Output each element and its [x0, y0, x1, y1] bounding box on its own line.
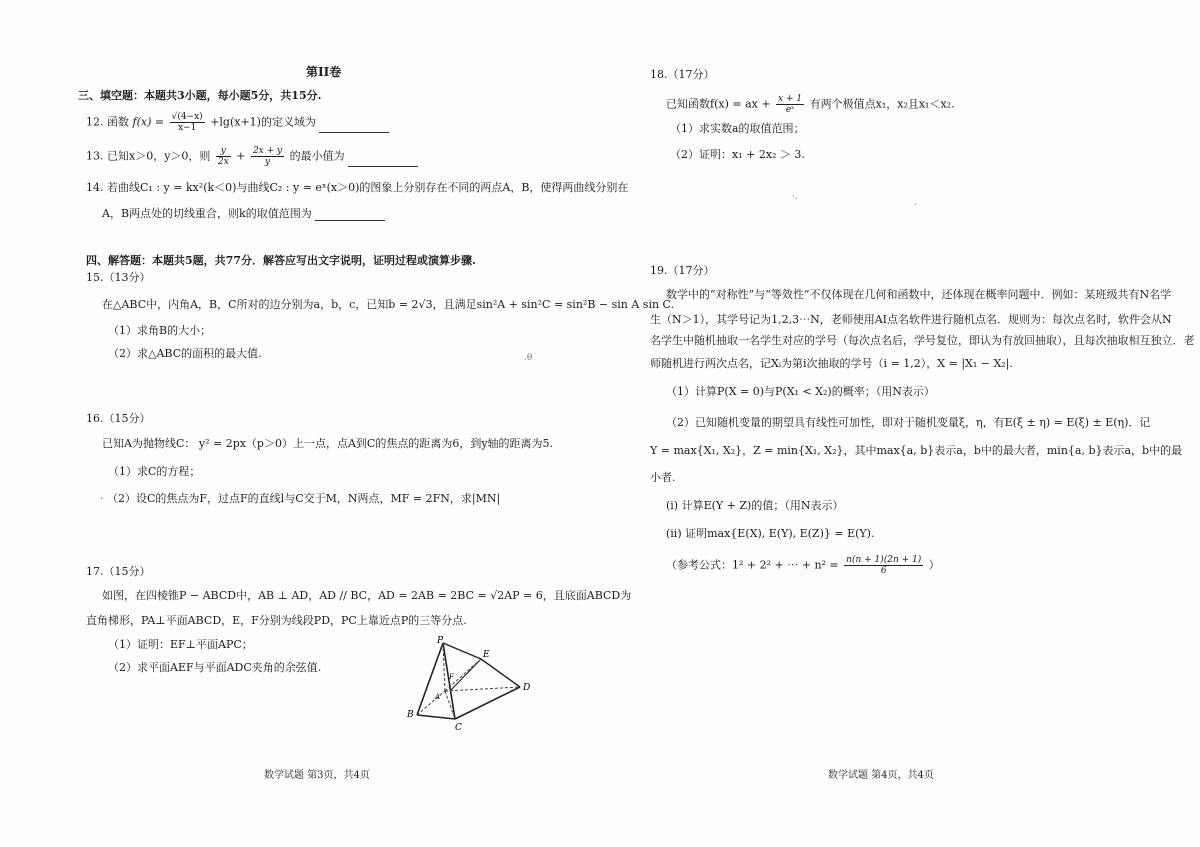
q12-num: 12. — [86, 115, 104, 129]
q13-num: 13. — [86, 149, 104, 163]
edge-AD — [445, 687, 520, 691]
edge-BC — [417, 715, 455, 719]
q19-line-1: 数学中的“对称性”与“等效性”不仅体现在几何和函数中，还体现在概率问题中．例如：某班级共有N名学 — [666, 288, 1172, 301]
right-page-footer: 数学试题 第4页，共4页 — [828, 770, 934, 781]
q13-frac1-num: y — [216, 146, 231, 157]
scan-dot-mark: · — [100, 492, 107, 505]
q13-prefix: 已知x＞0，y＞0，则 — [107, 149, 211, 163]
q18-stem-rest: 有两个极值点x₁，x₂且x₁＜x₂. — [809, 97, 955, 111]
q13-frac2-den: y — [264, 157, 271, 167]
q14-answer-blank — [315, 210, 385, 221]
q17-part-1: （1）证明：EF⊥平面APC； — [108, 638, 253, 651]
q19-ref-prefix: （参考公式：1² + 2² + ⋯ + n² = — [666, 558, 839, 572]
q18-part-2: （2）证明：x₁ + 2x₂ ＞ 3. — [670, 148, 805, 161]
q12-rest: +lg(x+1)的定义域为 — [210, 115, 316, 129]
q12-frac-num: √(4−x) — [171, 112, 203, 122]
q17-line-2: 直角梯形，PA⊥平面ABCD，E，F分别为线段PD，PC上靠近点P的三等分点. — [86, 614, 467, 627]
q19-line-2: 生（N＞1），其学号记为1,2,3⋯N，老师使用AI点名软件进行随机点名．规则为：每次点名时，软件会从N — [650, 313, 1172, 326]
q16-title: 16.（15分） — [86, 412, 151, 425]
edge-CD — [455, 687, 520, 719]
scan-speck-1: ·. — [792, 192, 798, 202]
label-E: E — [483, 650, 490, 660]
q15-part-1: （1）求角B的大小； — [108, 324, 212, 337]
q14-line-2-text: A，B两点处的切线重合，则k的取值范围为 — [102, 207, 312, 220]
solve-header: 四、解答题：本题共5题，共77分．解答应写出文字说明，证明过程或演算步骤. — [86, 254, 476, 267]
q19-ref-num: n(n + 1)(2n + 1) — [846, 555, 922, 565]
question-12 — [86, 112, 389, 133]
label-B: B — [407, 710, 414, 720]
q19-sub-ii: (ii) 证明max{E(X), E(Y), E(Z)} = E(Y). — [666, 527, 875, 540]
label-P: P — [437, 636, 444, 646]
edge-PC — [443, 643, 455, 719]
q13-frac2-num: 2x + y — [252, 146, 283, 156]
q19-line-3: 名学生中随机抽取一名学生对应的学号（每次点名后，学号复位，即认为有放回抽取），且每次抽取相互独立．老 — [650, 334, 1195, 347]
scan-smudge-mark: .θ — [524, 353, 533, 363]
q12-answer-blank — [319, 122, 389, 133]
q12-frac-den: x−1 — [177, 123, 197, 133]
q15-part-2: （2）求△ABC的面积的最大值. — [108, 347, 262, 360]
q19-part-2-line-2: Y = max{X₁, X₂}，Z = min{X₁, X₂}，其中max{a, b}表示a，b中的最大者，min{a, b}表示a，b中的最 — [650, 444, 1183, 457]
q18-part-1: （1）求实数a的取值范围； — [670, 122, 805, 135]
q18-frac-num: x + 1 — [778, 94, 803, 104]
q17-title: 17.（15分） — [86, 565, 151, 578]
q12-prefix: 函数 — [107, 115, 129, 129]
pyramid-figure — [405, 633, 555, 733]
q19-part-1: （1）计算P(X = 0)与P(X₁ < X₂)的概率；（用N表示） — [666, 385, 935, 398]
q19-reference-formula — [666, 555, 940, 576]
question-13 — [86, 146, 418, 167]
q17-line-1: 如图，在四棱锥P − ABCD中，AB ⊥ AD，AD // BC，AD = 2AB = 2BC = √2AP = 6，且底面ABCD为 — [102, 589, 632, 602]
q19-ref-suffix: ） — [928, 558, 940, 572]
q19-sub-i: (i) 计算E(Y + Z)的值；（用N表示） — [666, 499, 844, 512]
question-14-line-1: 14. 若曲线C₁ : y = kx²(k＜0)与曲线C₂ : y = eˣ(x＞0)的图象上分别存在不同的两点A，B，使得两曲线分别在 — [86, 181, 629, 194]
q16-part-2-text: （2）设C的焦点为F，过点F的直线l与C交于M，N两点，MF = 2FN，求|MN| — [107, 492, 501, 505]
q16-stem: 已知A为抛物线C： y² = 2px（p＞0）上一点，点A到C的焦点的距离为6，到y轴的距离为5. — [102, 437, 554, 450]
edge-PE — [443, 643, 481, 659]
edge-ED — [481, 659, 520, 687]
section-title: 第II卷 — [306, 65, 342, 79]
q19-ref-den: 6 — [880, 566, 887, 576]
q19-line-4: 师随机进行两次点名，记Xᵢ为第i次抽取的学号（i = 1,2），X = |X₁ − X₂|. — [650, 357, 1013, 370]
q13-fraction-2 — [251, 146, 284, 167]
fill-in-header: 三、填空题：本题共3小题，每小题5分，共15分. — [78, 89, 322, 102]
q16-part-2 — [100, 492, 500, 506]
q13-frac1-den: 2x — [217, 157, 229, 167]
q18-title: 18.（17分） — [650, 68, 715, 81]
q18-stem — [666, 94, 955, 115]
question-14-line-2 — [102, 207, 385, 221]
label-D: D — [523, 683, 531, 693]
q19-part-2-line-3: 小者. — [650, 471, 676, 484]
q16-part-1: （1）求C的方程； — [108, 465, 201, 478]
q15-stem: 在△ABC中，内角A，B，C所对的边分别为a，b，c，已知b = 2√3，且满足sin²A + sin²C = sin²B − sin A sin C. — [102, 298, 675, 311]
q13-plus: + — [236, 149, 246, 163]
q17-part-2: （2）求平面AEF与平面ADC夹角的余弦值. — [108, 661, 322, 674]
q15-title: 15.（13分） — [86, 271, 151, 284]
q19-part-2-line-1: （2）已知随机变量的期望具有线性可加性，即对于随机变量ξ，η，有E(ξ ± η) = E(ξ) ± E(η)．记 — [666, 416, 1151, 429]
q13-answer-blank — [348, 156, 418, 167]
q13-fraction-1 — [216, 146, 231, 167]
q18-frac-den: eˣ — [785, 105, 795, 115]
q13-rest: 的最小值为 — [289, 149, 345, 163]
q18-fraction — [776, 94, 804, 115]
left-page-footer: 数学试题 第3页，共4页 — [264, 770, 370, 781]
scan-speck-2: . — [914, 198, 917, 208]
right-page — [600, 0, 1200, 847]
q12-fraction — [170, 112, 205, 133]
label-C: C — [455, 723, 462, 733]
q19-title: 19.（17分） — [650, 264, 715, 277]
q19-ref-fraction — [844, 555, 923, 576]
label-A: A — [435, 693, 441, 701]
q18-stem-prefix: 已知函数f(x) = ax + — [666, 97, 771, 111]
label-F: F — [449, 673, 454, 681]
q12-func: f(x) = — [132, 115, 165, 129]
